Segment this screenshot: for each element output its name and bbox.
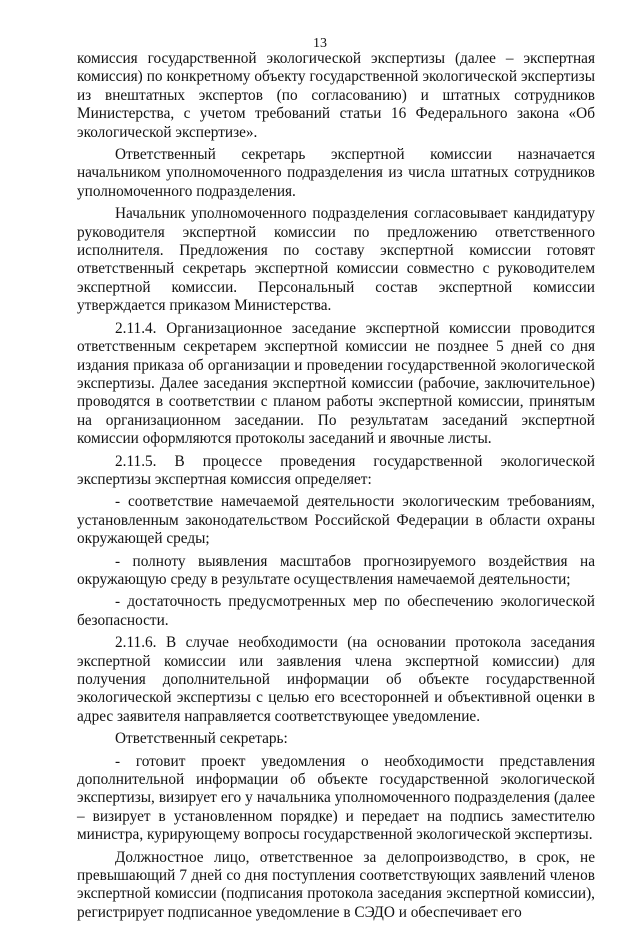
paragraph: - соответствие намечаемой деятельности экологическим требованиям, установленным законодательством Российской Федерации в области охраны окружающей среды;: [77, 493, 595, 548]
page-number: 13: [313, 36, 327, 51]
paragraph: Должностное лицо, ответственное за делопроизводство, в срок, не превышающий 7 дней со дня поступления соответствующих заявлений членов экспертной комиссии (подписания протокола заседания экспертной комиссии), регистрирует подписанное уведомление в СЭДО и обеспечивает его: [77, 848, 595, 921]
paragraph: 2.11.5. В процессе проведения государственной экологической экспертизы экспертная комиссия определяет:: [77, 452, 595, 488]
paragraph: - достаточность предусмотренных мер по обеспечению экологической безопасности.: [77, 593, 595, 629]
paragraph: - полноту выявления масштабов прогнозируемого воздействия на окружающую среду в результате осуществления намечаемой деятельности;: [77, 552, 595, 588]
paragraph: Начальник уполномоченного подразделения согласовывает кандидатуру руководителя экспертной комиссии по предложению ответственного исполнителя. Предложения по составу экспертной комиссии готовят ответственный секретарь экспертной комиссии совместно с руководителем экспертной комиссии. Персональный состав экспертной комиссии утверждается приказом Министерства.: [77, 205, 595, 315]
paragraph: Ответственный секретарь экспертной комиссии назначается начальником уполномоченного подразделения из числа штатных сотрудников уполномоченного подразделения.: [77, 146, 595, 200]
paragraph: Ответственный секретарь:: [115, 730, 288, 748]
paragraph: комиссия государственной экологической экспертизы (далее – экспертная комиссия) по конкретному объекту государственной экологической экспертизы из внештатных экспертов (по согласованию) и штатных сотрудников Министерства, с учетом требований статьи 16 Федерального закона «Об экологической экспертизе».: [77, 50, 595, 141]
paragraph: - готовит проект уведомления о необходимости представления дополнительной информации об объекте государственной экологической экспертизы, визирует его у начальника уполномоченного подразделения (далее – визирует в установленном порядке) и передает на подпись заместителю министра, курирующему вопросы государственной экологической экспертизы.: [77, 752, 595, 844]
body-text: [77, 50, 595, 926]
paragraph: 2.11.4. Организационное заседание экспертной комиссии проводится ответственным секретарем экспертной комиссии не позднее 5 дней со дня издания приказа об организации и проведении государственной экологической экспертизы. Далее заседания экспертной комиссии (рабочие, заключительное) проводятся в соответствии с планом работы экспертной комиссии, принятым на организационном заседании. По результатам заседаний экспертной комиссии оформляются протоколы заседаний и явочные листы.: [77, 319, 595, 448]
paragraph: 2.11.6. В случае необходимости (на основании протокола заседания экспертной комиссии или заявления члена экспертной комиссии) для получения дополнительной информации об объекте государственной экологической экспертизы с целью его всесторонней и объективной оценки в адрес заявителя направляется соответствующее уведомление.: [77, 634, 595, 725]
